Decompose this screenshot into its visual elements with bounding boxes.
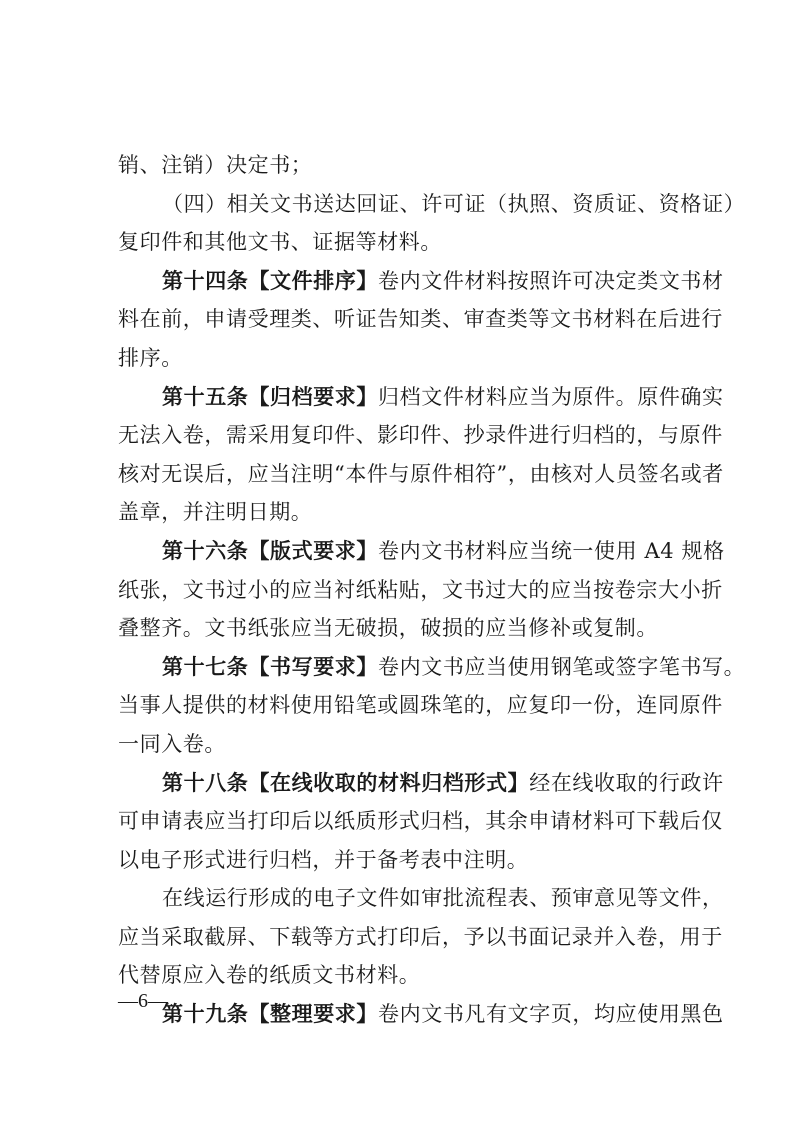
paragraph-article-14 [118, 262, 724, 378]
article-title: 【在线收取的材料归档形式】 [248, 770, 530, 795]
text-line: 复印件和其他文书、证据等材料。 [118, 230, 442, 255]
paragraph-article-17 [118, 648, 746, 764]
article-number: 第十五条 [162, 384, 249, 409]
text-line: 纸张，文书过小的应当衬纸粘贴，文书过大的应当按卷宗大小折 [118, 577, 723, 602]
text-line: 料在前，申请受理类、听证告知类、审查类等文书材料在后进行 [118, 307, 723, 332]
document-body [118, 146, 746, 1034]
paragraph-electronic-files [118, 879, 724, 995]
text-line [118, 532, 725, 571]
text-line: 以电子形式进行归档，并于备考表中注明。 [118, 847, 529, 872]
article-number: 第十六条 [162, 538, 249, 563]
text-line: 盖章，并注明日期。 [118, 500, 313, 525]
text-segment: 卷内文书材料应当统一使用 A4 规格 [378, 538, 725, 563]
text-line: （四）相关文书送达回证、许可证（执照、资质证、资格证） [162, 191, 746, 216]
article-title: 【书写要求】 [248, 654, 379, 679]
text-line: 叠整齐。文书纸张应当无破损，破损的应当修补或复制。 [118, 616, 658, 641]
text-segment: 卷内文件材料按照许可决定类文书材 [378, 268, 724, 293]
text-segment: 卷内文书应当使用钢笔或签字笔书写。 [378, 654, 746, 679]
text-line: 销、注销）决定书； [118, 153, 313, 177]
text-line: 可申请表应当打印后以纸质形式归档，其余申请材料可下载后仅 [118, 809, 723, 834]
article-number: 第十四条 [162, 268, 249, 293]
text-line: 排序。 [118, 345, 183, 370]
paragraph-article-18 [118, 764, 724, 880]
text-line: 代替原应入卷的纸质文书材料。 [118, 963, 421, 988]
text-segment: 经在线收取的行政许 [529, 770, 724, 795]
paragraph-article-15 [118, 378, 724, 532]
paragraph-continuation [118, 146, 710, 185]
text-line [118, 995, 724, 1034]
text-line [118, 262, 724, 301]
text-line: 无法入卷，需采用复印件、影印件、抄录件进行归档的，与原件 [118, 423, 723, 448]
paragraph-item-four [118, 185, 746, 262]
text-segment: 归档文件材料应当为原件。原件确实 [378, 384, 724, 409]
article-number: 第十九条 [162, 1002, 249, 1027]
article-title: 【版式要求】 [248, 538, 379, 563]
paragraph-article-19 [118, 995, 724, 1034]
text-line [118, 378, 724, 417]
text-line: 当事人提供的材料使用铅笔或圆珠笔的，应复印一份，连同原件 [118, 693, 723, 718]
article-title: 【文件排序】 [248, 268, 379, 293]
text-line: 一同入卷。 [118, 731, 226, 756]
text-line [118, 648, 746, 687]
text-line: 核对无误后，应当注明“本件与原件相符”，由核对人员签名或者 [118, 461, 724, 486]
text-segment: 卷内文书凡有文字页，均应使用黑色 [378, 1002, 724, 1027]
text-line: 应当采取截屏、下载等方式打印后，予以书面记录并入卷，用于 [118, 924, 723, 949]
article-number: 第十八条 [162, 770, 249, 795]
paragraph-article-16 [118, 532, 725, 648]
text-line: 在线运行形成的电子文件如审批流程表、预审意见等文件， [162, 886, 724, 911]
article-title: 【归档要求】 [248, 384, 379, 409]
article-number: 第十七条 [162, 654, 249, 679]
text-line [118, 764, 724, 803]
article-title: 【整理要求】 [248, 1002, 379, 1027]
page-number: —6— [118, 990, 168, 1012]
